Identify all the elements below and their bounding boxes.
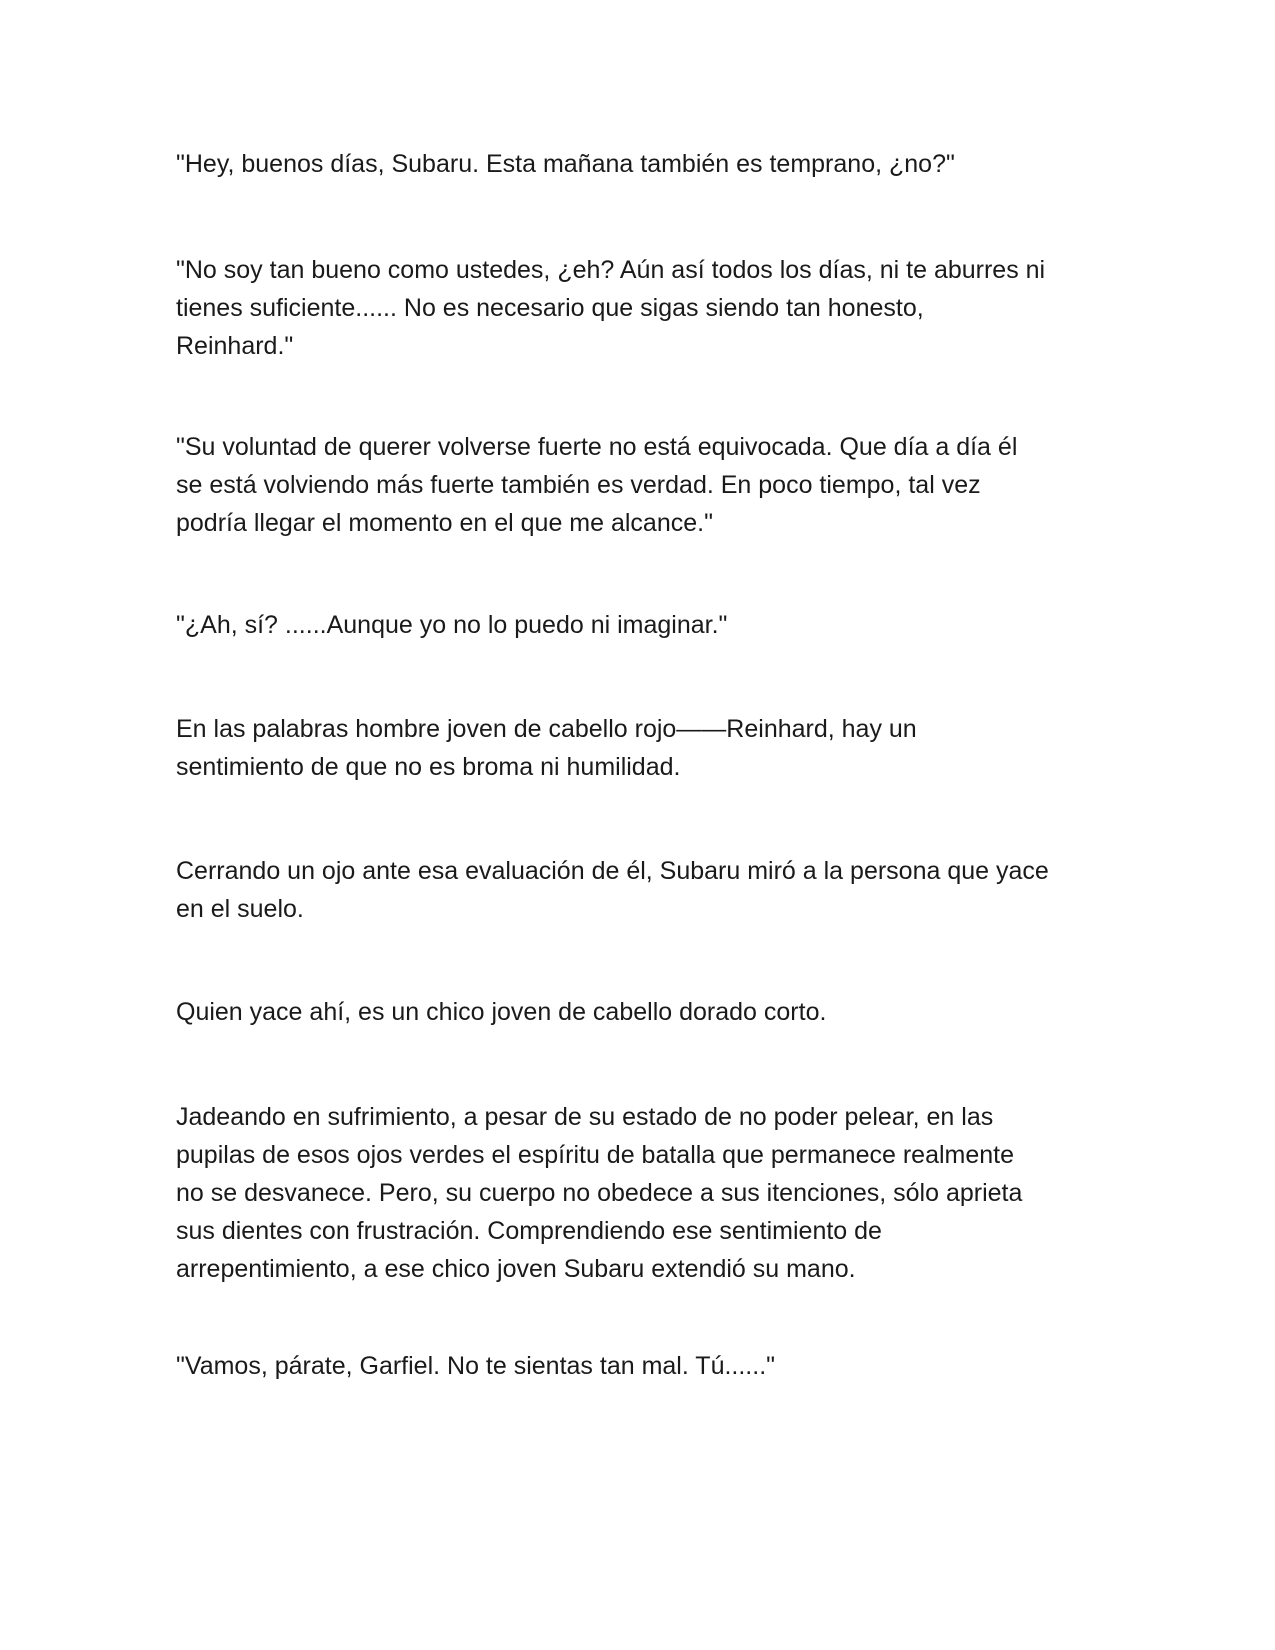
text-line: "¿Ah, sí? ......Aunque yo no lo puedo ni imaginar."	[176, 611, 728, 639]
text-line: Cerrando un ojo ante esa evaluación de él, Subaru miró a la persona que yace	[176, 857, 1049, 885]
paragraph-9	[176, 1347, 1106, 1385]
text-line: Quien yace ahí, es un chico joven de cabello dorado corto.	[176, 998, 827, 1026]
text-line: Reinhard."	[176, 332, 294, 360]
text-line: "No soy tan bueno como ustedes, ¿eh? Aún así todos los días, ni te aburres ni	[176, 256, 1046, 284]
text-line: pupilas de esos ojos verdes el espíritu de batalla que permanece realmente	[176, 1141, 1015, 1169]
paragraph-6	[176, 852, 1106, 928]
text-line: se está volviendo más fuerte también es verdad. En poco tiempo, tal vez	[176, 471, 981, 499]
paragraph-3	[176, 428, 1106, 542]
paragraph-2	[176, 251, 1106, 365]
paragraph-4	[176, 606, 1106, 644]
text-line: arrepentimiento, a ese chico joven Subaru extendió su mano.	[176, 1255, 856, 1283]
text-line: "Vamos, párate, Garfiel. No te sientas tan mal. Tú......"	[176, 1352, 776, 1380]
text-line: tienes suficiente...... No es necesario que sigas siendo tan honesto,	[176, 294, 924, 322]
text-line: "Hey, buenos días, Subaru. Esta mañana también es temprano, ¿no?"	[176, 150, 955, 178]
paragraph-5	[176, 710, 1106, 786]
text-line: "Su voluntad de querer volverse fuerte no está equivocada. Que día a día él	[176, 433, 1018, 461]
text-line: no se desvanece. Pero, su cuerpo no obedece a sus itenciones, sólo aprieta	[176, 1179, 1023, 1207]
text-line: En las palabras hombre joven de cabello rojo——Reinhard, hay un	[176, 715, 917, 743]
text-line: en el suelo.	[176, 895, 304, 923]
text-line: sus dientes con frustración. Comprendiendo ese sentimiento de	[176, 1217, 882, 1245]
text-line: podría llegar el momento en el que me alcance."	[176, 509, 713, 537]
text-line: Jadeando en sufrimiento, a pesar de su estado de no poder pelear, en las	[176, 1103, 994, 1131]
paragraph-8	[176, 1098, 1106, 1288]
paragraph-1	[176, 145, 1106, 183]
text-line: sentimiento de que no es broma ni humilidad.	[176, 753, 681, 781]
paragraph-7	[176, 993, 1106, 1031]
